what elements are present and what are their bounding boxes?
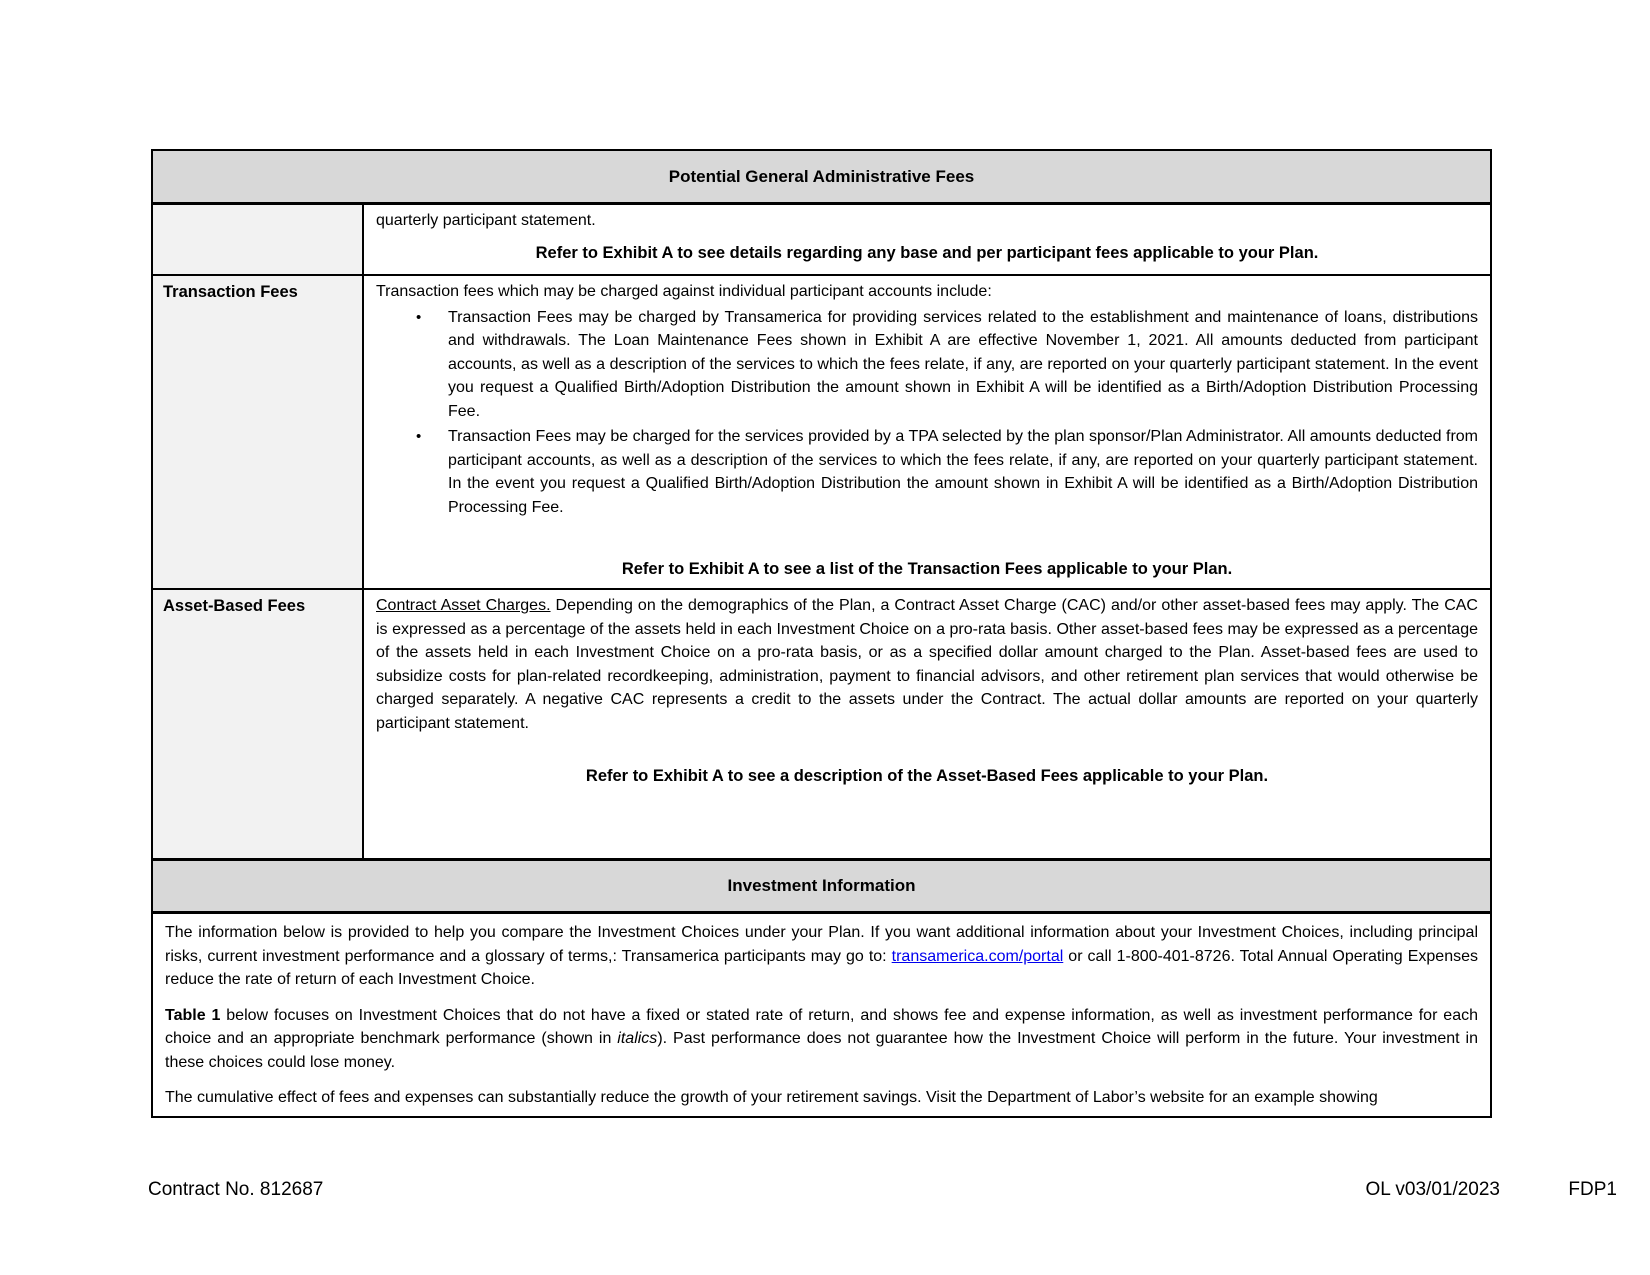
asset-based-fees-content-cell (364, 590, 1490, 858)
transaction-fees-label-cell (153, 276, 364, 588)
transaction-fees-bullet-1 (376, 306, 1478, 424)
table-1-bold-lead: Table 1 (165, 1006, 221, 1024)
carryover-label-cell (153, 205, 364, 274)
asset-based-fees-label: Asset-Based Fees (163, 597, 306, 615)
transaction-fees-intro: Transaction fees which may be charged against individual participant accounts include: (376, 283, 992, 300)
footer-doc-code: FDP1 (1568, 1179, 1617, 1200)
investment-info-paragraph-2 (165, 1004, 1478, 1075)
investment-information-row (153, 914, 1490, 1116)
transaction-fees-content-cell (364, 276, 1490, 588)
section-header-general-admin-fees (153, 151, 1490, 205)
carryover-row (153, 205, 1490, 276)
transaction-fees-bullet-2-text: Transaction Fees may be charged for the services provided by a TPA selected by the plan sponsor/Plan Administrator. All amounts deducted from participant accounts, as well as a description of the services to which the fees relate, if any, are reported on your quarterly participant statement. In the event you request a Qualified Birth/Adoption Distribution the amount shown in Exhibit A will be identified as a Birth/Adoption Distribution Processing Fee. (448, 428, 1478, 516)
carryover-text: quarterly participant statement. (376, 212, 596, 229)
contract-asset-charges-lead: Contract Asset Charges. (376, 597, 551, 614)
section-title-investment-information: Investment Information (727, 876, 916, 896)
asset-based-fees-label-cell (153, 590, 364, 858)
section-title-general-admin-fees: Potential General Administrative Fees (668, 166, 975, 186)
investment-info-p1-before: The information below is provided to help you compare the Investment Choices under your Plan. If you want additional information about your Investment Choices, including principal risks, current investment performance and a glossary of terms,: Transamerica participants may go to: (165, 924, 1478, 965)
refer-exhibit-a-transaction-fees: Refer to Exhibit A to see a list of the Transaction Fees applicable to your Plan. (621, 559, 1233, 578)
transaction-fees-bullet-2 (376, 425, 1478, 519)
fee-disclosure-document (151, 149, 1492, 1118)
investment-info-paragraph-3: The cumulative effect of fees and expenses can substantially reduce the growth of your retirement savings. Visit the Department of Labor’s website for an example showing (165, 1089, 1378, 1106)
footer-contract-number: Contract No. 812687 (148, 1179, 324, 1200)
investment-info-p2-mid: below focuses on Investment Choices that do not have a fixed or stated rate of return, and shows fee and expense information, as well as investment performance for each choice and an appropriate benchmark performance (shown in (165, 1006, 1478, 1047)
bullet-icon: • (416, 428, 422, 445)
carryover-content-cell (364, 205, 1490, 274)
footer-version: OL v03/01/2023 (1365, 1179, 1500, 1200)
asset-based-fees-row (153, 590, 1490, 861)
transamerica-portal-link[interactable]: transamerica.com/portal (891, 947, 1064, 965)
bullet-icon: • (416, 308, 422, 326)
transaction-fees-label: Transaction Fees (163, 283, 298, 301)
investment-information-content (153, 914, 1490, 1110)
refer-exhibit-a-base-fees: Refer to Exhibit A to see details regarding any base and per participant fees applicable to your Plan. (535, 243, 1319, 262)
transaction-fees-bullet-1-text: Transaction Fees may be charged by Transamerica for providing services related to the establishment and maintenance of loans, distributions and withdrawals. The Loan Maintenance Fees shown in Exhibit A are effective November 1, 2021. All amounts deducted from participant accounts, as well as a description of the services to which the fees relate, if any, are reported on your quarterly participant statement. In the event you request a Qualified Birth/Adoption Distribution the amount shown in Exhibit A will be identified as a Birth/Adoption Distribution Processing Fee. (448, 308, 1478, 420)
asset-based-fees-paragraph (376, 594, 1478, 735)
investment-info-paragraph-1 (165, 921, 1478, 992)
investment-info-p2-after: ). Past performance does not guarantee how the Investment Choice will perform in the future. Your investment in these choices could lose money. (165, 1030, 1479, 1071)
investment-info-p1-after: or call 1-800-401-8726. Total Annual Operating Expenses reduce the rate of return of each Investment Choice. (165, 947, 1478, 988)
italics-word: italics (617, 1030, 658, 1047)
refer-exhibit-a-asset-based-fees: Refer to Exhibit A to see a description of the Asset-Based Fees applicable to your Plan. (585, 767, 1269, 785)
section-header-investment-information (153, 861, 1490, 914)
asset-based-fees-body: Depending on the demographics of the Plan, a Contract Asset Charge (CAC) and/or other asset-based fees may apply. The CAC is expressed as a percentage of the assets held in each Investment Choice on a pro-rata basis. Other asset-based fees may be expressed as a percentage of the assets held in each Investment Choice on a pro-rata basis, or as a specified dollar amount charged to the Plan. Asset-based fees are used to subsidize costs for plan-related recordkeeping, administration, payment to financial advisors, and other retirement plan services that would otherwise be charged separately. A negative CAC represents a credit to the assets under the Contract. The actual dollar amounts are reported on your quarterly participant statement. (376, 597, 1478, 732)
transaction-fees-row (153, 276, 1490, 590)
